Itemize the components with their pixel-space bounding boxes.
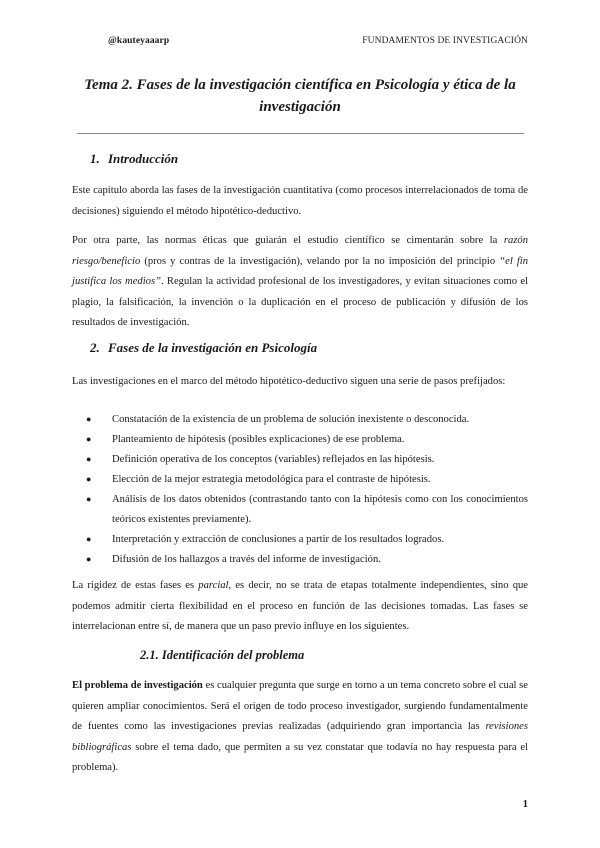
header-subject: FUNDAMENTOS DE INVESTIGACIÓN [362, 36, 528, 46]
phases-rigidity-paragraph [72, 576, 528, 638]
bullet-icon: ● [86, 414, 92, 424]
page-number: 1 [522, 799, 528, 810]
text-run: sobre el tema dado, que permiten a su vez constatar que todavía no hay respuesta para el problema). [72, 741, 528, 773]
bullet-icon: ● [86, 454, 92, 464]
list-item [72, 490, 528, 529]
section-2-title: Fases de la investigación en Psicología [108, 340, 318, 355]
list-item-text: Definición operativa de los conceptos (variables) reflejados en las hipótesis. [112, 454, 435, 465]
list-item [72, 470, 528, 490]
text-run: (pros y contras de la investigación), velando por la no imposición del principio [140, 255, 500, 267]
title-divider [77, 133, 524, 134]
section-2-1-heading: 2.1. Identificación del problema [140, 648, 305, 662]
list-item-text: Análisis de los datos obtenidos (contrastando tanto con la hipótesis como con los conocimientos teóricos existentes previamente). [112, 494, 528, 525]
italic-run: “el fin justifica los medios” [72, 255, 528, 287]
intro-paragraph-2 [72, 231, 528, 334]
problem-paragraph [72, 676, 528, 779]
bullet-icon: ● [86, 474, 92, 484]
bullet-icon: ● [86, 533, 92, 544]
list-item [72, 450, 528, 470]
phases-intro-paragraph: Las investigaciones en el marco del método hipotético-deductivo siguen una serie de pasos prefijados: [72, 376, 506, 387]
bold-run: El problema de investigación [72, 680, 203, 691]
list-item [72, 410, 528, 430]
phases-list [72, 410, 528, 570]
text-run: La rigidez de estas fases es [72, 580, 199, 591]
section-2-number: 2. [90, 340, 100, 355]
section-1-number: 1. [90, 151, 100, 166]
bullet-icon: ● [86, 434, 92, 444]
italic-run: parcial [198, 580, 229, 591]
bullet-icon: ● [86, 494, 92, 504]
header-author: @kauteyaaarp [108, 36, 170, 46]
list-item-text: Difusión de los hallazgos a través del informe de investigación. [112, 553, 381, 565]
section-1-title: Introducción [108, 151, 179, 166]
italic-run: razón riesgo/beneficio [72, 235, 528, 267]
text-run: es cualquier pregunta que surge en torno a un tema concreto sobre el cual se quieren ampliar conocimientos. Será el origen de todo proceso investigador, surgiendo fundamentalmente de fuentes como las investigaciones previas realizadas (adquiriendo gran importancia las [72, 680, 528, 732]
section-2-heading [90, 340, 317, 356]
list-item-text: Elección de la mejor estrategia metodológica para el contraste de hipótesis. [112, 474, 431, 485]
text-run: Por otra parte, las normas éticas que guiarán el estudio científico se cimentarán sobre la [72, 235, 504, 246]
list-item-text: Planteamiento de hipótesis (posibles explicaciones) de ese problema. [112, 434, 405, 445]
text-run: . Regulan la actividad profesional de los investigadores, y evitan situaciones como el plagio, la falsificación, la invención o la duplicación en el proceso de publicación y difusión de los resultados de investigación. [72, 276, 529, 328]
section-1-heading [90, 151, 178, 167]
list-item-text: Interpretación y extracción de conclusiones a partir de los resultados logrados. [112, 533, 445, 545]
italic-run: revisiones bibliográficas [72, 721, 528, 753]
list-item [72, 430, 528, 450]
list-item-text: Constatación de la existencia de un problema de solución inexistente o desconocida. [112, 414, 470, 425]
text-run: , es decir, no se trata de etapas totalmente independientes, sino que podemos admitir cierta flexibilidad en el proceso en función de las decisiones tomadas. Las fases se interrelacionan entre sí, de manera que un paso previo influye en los siguientes. [72, 580, 528, 632]
bullet-icon: ● [86, 553, 92, 564]
list-item [72, 550, 528, 570]
document-title: Tema 2. Fases de la investigación científica en Psicología y ética de la investigación [84, 77, 516, 115]
list-item [72, 530, 528, 550]
intro-paragraph-1: Este capítulo aborda las fases de la investigación cuantitativa (como procesos interrelacionados de toma de decisiones) siguiendo el método hipotético-deductivo. [72, 185, 528, 217]
